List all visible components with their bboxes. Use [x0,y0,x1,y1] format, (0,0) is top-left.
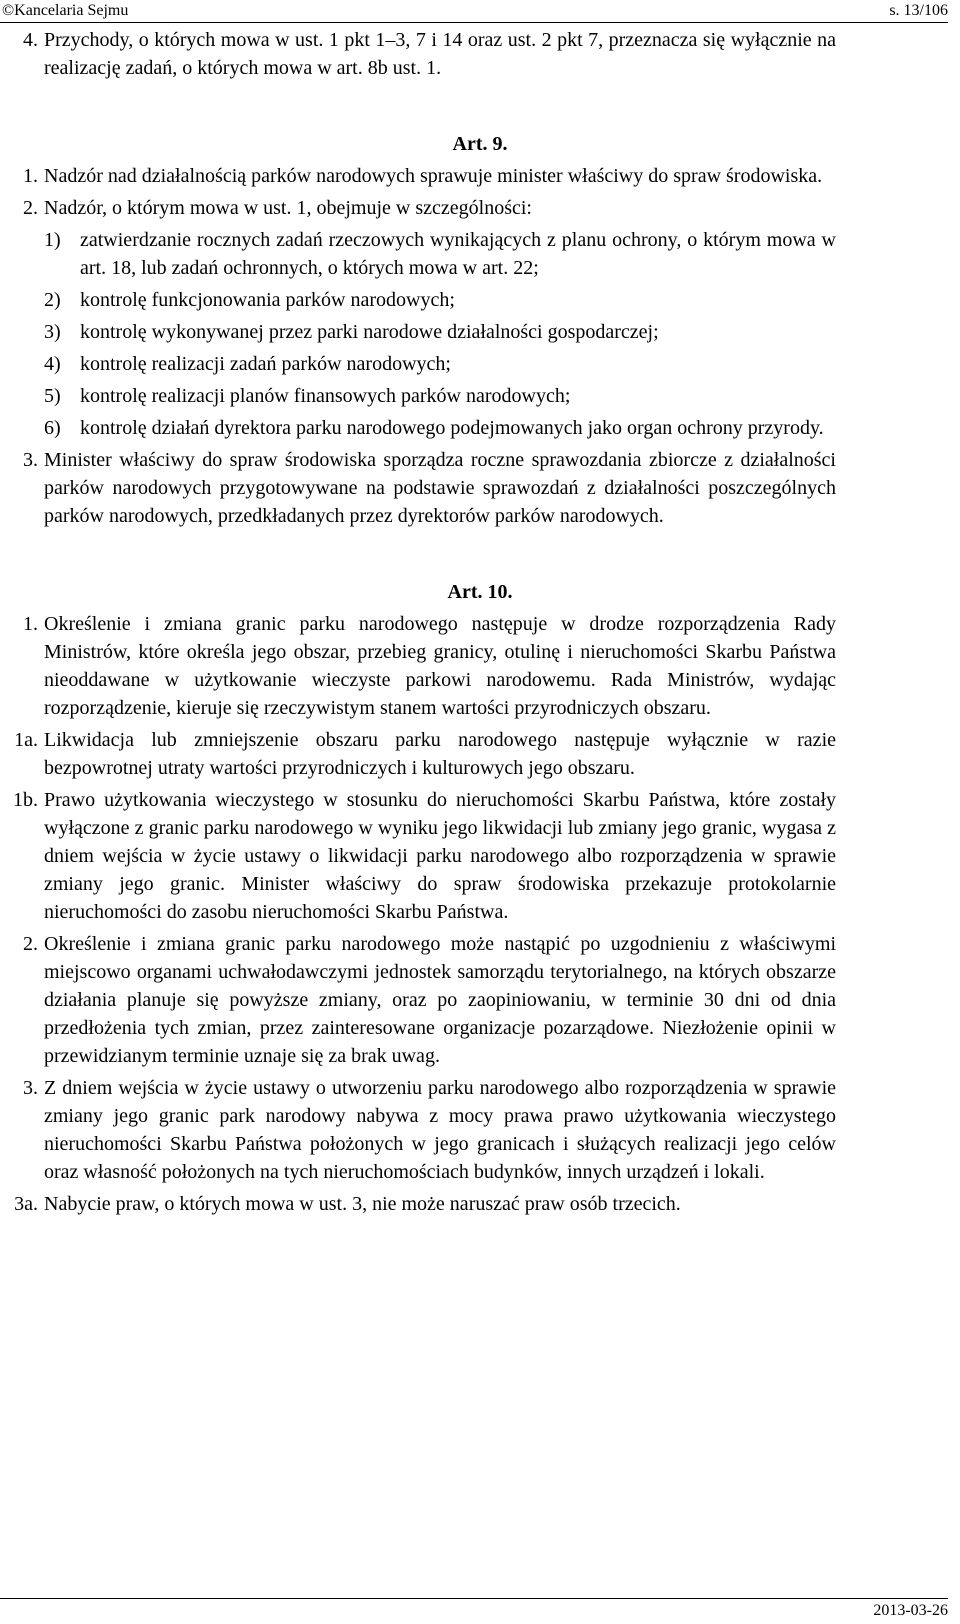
art9-section-2 [0,194,960,222]
item-number: 5) [44,385,61,407]
art10-section-2 [0,930,960,1070]
header-rule [0,22,948,23]
item-text: zatwierdzanie rocznych zadań rzeczowych wynikających z planu ochrony, o którym mowa w art. 18, lub zadań ochronnych, o których mowa w art. 22; [80,229,836,279]
section-number: 1a. [14,729,38,751]
document-content [0,26,960,1218]
section-text: Nadzór, o którym mowa w ust. 1, obejmuje w szczególności: [44,197,532,219]
section-number: 3. [23,449,38,471]
section-text: Nabycie praw, o których mowa w ust. 3, nie może naruszać praw osób trzecich. [44,1193,681,1215]
art10-section-3a [0,1190,960,1218]
item-text: kontrolę działań dyrektora parku narodowego podejmowanych jako organ ochrony przyrody. [80,417,824,439]
section-text: Przychody, o których mowa w ust. 1 pkt 1–3, 7 i 14 oraz ust. 2 pkt 7, przeznacza się wyłącznie na realizację zadań, o których mowa w art. 8b ust. 1. [44,29,836,79]
item-text: kontrolę funkcjonowania parków narodowych; [80,289,455,311]
item-text: kontrolę realizacji zadań parków narodowych; [80,353,451,375]
item-text: kontrolę realizacji planów finansowych parków narodowych; [80,385,571,407]
art10-section-3 [0,1074,960,1186]
section-text: Minister właściwy do spraw środowiska sporządza roczne sprawozdania zbiorcze z działalności parków narodowych przygotowywane na podstawie sprawozdań z działalności poszczególnych parków narodowych, przedkładanych przez dyrektorów parków narodowych. [44,449,836,527]
item-number: 1) [44,229,61,251]
article-9-title: Art. 9. [452,133,508,155]
footer-rule [0,1598,948,1599]
header-copyright: ©Kancelaria Sejmu [2,2,129,19]
item-number: 4) [44,353,61,375]
list-item [0,226,960,282]
page-header [0,1,948,21]
section-text: Określenie i zmiana granic parku narodowego może nastąpić po uzgodnieniu z właściwymi miejscowo organami uchwałodawczymi jednostek samorządu terytorialnego, na których obszarze działania planuje się powyższe zmiany, oraz po zaopiniowaniu, w terminie 30 dni od dnia przedłożenia tych zmian, przez zainteresowane organizacje pozarządowe. Niezłożenie opinii w przewidzianym terminie uznaje się za brak uwag. [44,933,836,1067]
section-text: Z dniem wejścia w życie ustawy o utworzeniu parku narodowego albo rozporządzenia w sprawie zmiany jego granic park narodowy nabywa z mocy prawa prawo użytkowania wieczystego nieruchomości Skarbu Państwa położonych w jego granicach i służących realizacji jego celów oraz własność położonych na tych nieruchomościach budynków, innych urządzeń i lokali. [44,1077,836,1183]
list-item [0,382,960,410]
item-number: 6) [44,417,61,439]
article-10-title: Art. 10. [447,581,513,603]
footer-date: 2013-03-26 [873,1602,948,1619]
section-text: Likwidacja lub zmniejszenie obszaru parku narodowego następuje wyłącznie w razie bezpowrotnej utraty wartości przyrodniczych i kulturowych jego obszaru. [44,729,836,779]
list-item [0,350,960,378]
section-number: 4. [23,29,38,51]
section-number: 1. [23,613,38,635]
header-page-number: s. 13/106 [889,2,948,19]
page-footer [0,1598,948,1619]
art10-section-1b [0,786,960,926]
section-number: 1b. [13,789,38,811]
section-number: 3. [23,1077,38,1099]
section-number: 2. [23,197,38,219]
art10-section-1 [0,610,960,722]
section-number: 3a. [14,1193,38,1215]
section-text: Nadzór nad działalnością parków narodowych sprawuje minister właściwy do spraw środowiska. [44,165,823,187]
item-number: 2) [44,289,61,311]
section-number: 2. [23,933,38,955]
list-item [0,318,960,346]
item-text: kontrolę wykonywanej przez parki narodowe działalności gospodarczej; [80,321,659,343]
section-number: 1. [23,165,38,187]
section-text: Określenie i zmiana granic parku narodowego następuje w drodze rozporządzenia Rady Ministrów, które określa jego obszar, przebieg granicy, otulinę i nieruchomości Skarbu Państwa nieoddawane w użytkowanie wieczyste parkowi narodowemu. Rada Ministrów, wydając rozporządzenie, kieruje się rzeczywistym stanem wartości przyrodniczych obszaru. [44,613,836,719]
art9-section-1 [0,162,960,190]
section-text: Prawo użytkowania wieczystego w stosunku do nieruchomości Skarbu Państwa, które zostały wyłączone z granic parku narodowego w wyniku jego likwidacji lub zmiany jego granic, wygasa z dniem wejścia w życie ustawy o likwidacji parku narodowego albo rozporządzenia w sprawie zmiany jego granic. Minister właściwy do spraw środowiska przekazuje protokolarnie nieruchomości do zasobu nieruchomości Skarbu Państwa. [44,789,836,923]
item-number: 3) [44,321,61,343]
section-4 [0,26,960,82]
list-item [0,414,960,442]
art9-section-3 [0,446,960,530]
art10-section-1a [0,726,960,782]
list-item [0,286,960,314]
